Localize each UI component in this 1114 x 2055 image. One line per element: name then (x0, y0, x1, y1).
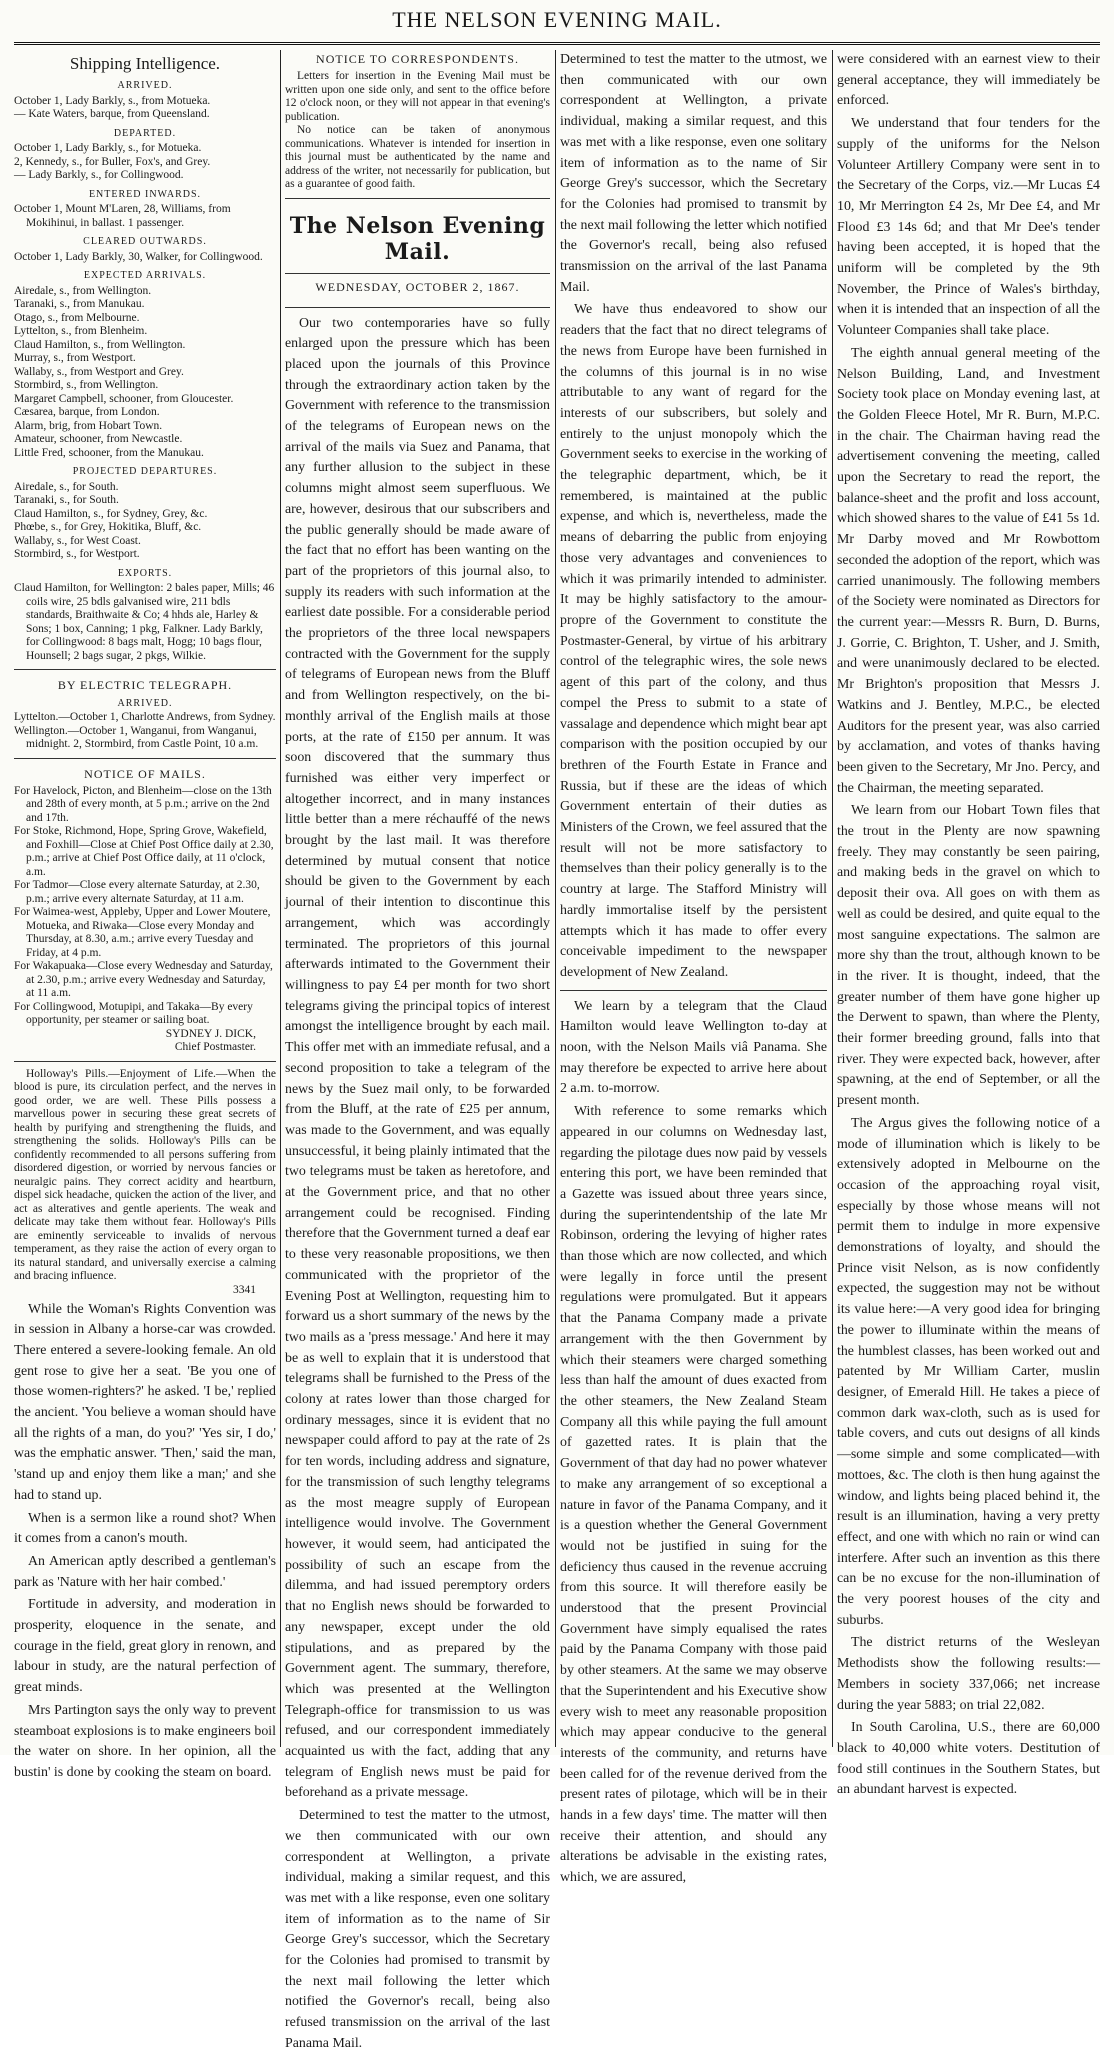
divider (285, 198, 550, 199)
column-4-body (837, 50, 1100, 1801)
paper-name: The Nelson Evening Mail. (289, 212, 546, 265)
mail-line: For Stoke, Richmond, Hope, Spring Grove, Wakefield, and Foxhill—Close at Chief Post Office daily at 2.30, p.m.; arrive at Chief Post Office daily, at 11 o'clock, a.m. (14, 825, 274, 878)
paragraph: With reference to some remarks which appeared in our columns on Wednesday last, regarding the pilotage dues now paid by vessels entering this port, we have been reminded that a Gazette was issued about three years since, during the superintendentship of the late Mr Robinson, ordering the levying of higher rates than those which are now collected, and which were legally in force until the present regulations were promulgated. But it appears that the Panama Company made a private arrangement with the then Government by which their steamers were charged something less than half the amount of dues exacted from the other steamers, the New Zealand Steam Company all this while paying the full amount of gazetted rates. It is plain that the Government of that day had no power whatever to make any arrangement of so exceptional a nature in favor of the Panama Company, and it is a question whether the General Government would not be justified in suing for the deficiency thus caused in the revenue accruing from this source. It will therefore easily be understood that the present Provincial Government have simply equalised the rates paid by the Panama Company with those paid by other steamers. At the same we may observe that the Superintendent and his Executive show every wish to meet any reasonable proposition which may appear conducive to the general interests of the community, and returns have been called for of the revenue derived from the present rates of pilotage, which will be in their hands in a few days' time. The matter will then receive their attention, and should any alterations be advisable in the existing rates, which, we are assured, (560, 1104, 827, 1886)
shipping-section-head: DEPARTED. (113, 127, 177, 139)
paragraph: We understand that four tenders for the supply of the uniforms for the Nelson Volunteer Artillery Company were sent in to the Secretary of the Corps, viz.—Mr Lucas £4 10, Mr Merrington £4 2s, Mr Dee £4, and Mr Flood £3 14s 6d; and that Mr Dee's tender having been accepted, it is hoped that the uniform will be completed by the 9th November, the Prince of Wales's birthday, when it is intended that an inspection of all the Volunteer Companies shall take place. (837, 116, 1100, 339)
paragraph: The Argus gives the following notice of a mode of illumination which is likely to be extensively adopted in Melbourne on the occasion of the approaching royal visit, especially by those whose means will not permit them to indulge in more expensive demonstrations of loyalty, and should the Prince visit Nelson, as is now confidently expected, the suggestion may not be without its value here:—A very good idea for bringing the power to illuminate within the means of the humblest classes, has been worked out and patented by Mr William Carter, muslin designer, of Emerald Hill. He takes a piece of common dark wax-cloth, such as is used for table covers, and cuts out designs of all kinds—some simple and some complicated—with mottoes, &c. The cloth is then hung against the window, and lights being placed behind it, the result is an illumination, having a very pretty effect, and one with which no rain or wind can interfere. After such an invention as this there can be no excuse for the non-illumination of the very poorest houses of the city and suburbs. (837, 1115, 1100, 1628)
divider (14, 1061, 276, 1062)
shipping-line: Phœbe, s., for Grey, Hokitika, Bluff, &c. (14, 521, 202, 533)
paragraph: We learn from our Hobart Town files that the trout in the Plenty are now spawning freely. They may constantly be seen pairing, and making beds in the gravel on which to deposit their ova. All goes on with them as well as could be desired, and quite equal to the most sanguine expectations. The salmon are more shy than the trout, although known to be in the river. It is thought, indeed, that the greater number of them have gone higher up the Derwent to spawn, than where the Plenty, their former breeding ground, falls into that river. They were expected back, however, after spawning, at the end of September, or all the present month. (837, 803, 1100, 1109)
paragraph: Fortitude in adversity, and moderation in prosperity, eloquence in the senate, and courage in the field, great glory in renown, and labour in study, are the natural perfection of great minds. (14, 1597, 276, 1696)
shipping-line: 2, Kennedy, s., for Buller, Fox's, and Grey. (14, 155, 211, 168)
shipping-list (14, 79, 276, 663)
mail-line: For Waimea-west, Appleby, Upper and Lower Moutere, Motueka, and Riwaka—Close every Monday and Thursday, at 8.30, a.m.; arrive every Tuesday and Friday, at 4 p.m. (14, 906, 271, 959)
notice-title: NOTICE TO CORRESPONDENTS. (316, 52, 519, 66)
paragraph: While the Woman's Rights Convention was in session in Albany a horse-car was crowded. There entered a severe-looking female. An old gent rose to give her a seat. 'Be you one of those women-righters?' he asked. 'I be,' replied the ancient. 'You believe a woman should have all the rights of a man, do you?' 'Yes sir, I do,' was the emphatic answer. 'Then,' said the man, 'stand up and enjoy them like a man;' and she had to stand up. (14, 1301, 276, 1503)
masthead (0, 0, 1114, 40)
column-divider (832, 50, 833, 1747)
mail-line: For Wakapuaka—Close every Wednesday and Saturday, at 2.30, p.m.; arrive every Wednesday and Saturday, at 11 a.m. (14, 960, 273, 999)
notice-text (285, 70, 550, 192)
mails-title: NOTICE OF MAILS. (84, 766, 206, 781)
editorial-continued (560, 50, 827, 984)
masthead-rule (14, 42, 1100, 45)
postmaster-name: SYDNEY J. DICK, (165, 1027, 256, 1040)
holloway-text: Holloway's Pills.—Enjoyment of Life.—When the blood is pure, its circulation perfect, and the nerves in good order, we are well. These Pills possess a marvellous power in securing these great secrets of health by purifying and strengthening the fluids, and strengthening the solids. Holloway's Pills can be confidently recommended to all persons suffering from disordered digestion, or worried by nervous fancies or neuralgic pains. They correct acidity and heartburn, dispel sick headache, quicken the action of the liver, and act as alteratives and gentle aperients. The weak and delicate may take them without fear. Holloway's Pills are eminently serviceable to invalids of nervous temperament, as they raise the action of every organ to its natural standard, and universally exercise a calming and bracing influence. (14, 1067, 276, 1282)
shipping-line: Wallaby, s., for West Coast. (14, 534, 141, 547)
shipping-line: Claud Hamilton, for Wellington: 2 bales paper, Mills; 46 coils wire, 25 bdls galvanised wire, 211 bdls standards, Braithwaite & Co; 4 hhds ale, Harley & Sons; 1 box, Canning; 1 pkg, Falkner. Lady Barkly, for Collingwood: 8 bags malt, Hogg; 10 bags flour, Hounsell; 2 bags sugar, 2 pkgs, Wilkie. (14, 582, 275, 662)
mail-line: For Havelock, Picton, and Blenheim—close on the 13th and 28th of every month, at 5 p.m.; arrive on the 2nd and 17th. (14, 784, 272, 824)
advert-number: 3341 (233, 1283, 256, 1296)
paragraph: When is a sermon like a round shot? When it comes from a canon's mouth. (14, 1510, 276, 1547)
shipping-line: Cæsarea, barque, from London. (14, 406, 160, 418)
mails-list (14, 785, 276, 1028)
column-divider (555, 50, 556, 1747)
divider (14, 669, 276, 670)
masthead-title: THE NELSON EVENING MAIL. (392, 7, 722, 32)
paragraph: The eighth annual general meeting of the Nelson Building, Land, and Investment Society took place on Monday evening last, at the Golden Fleece Hotel, Mr R. Burn, M.P.C. in the chair. The Chairman having read the advertisement convening the meeting, called upon the Secretary to read the report, the balance-sheet and the profit and loss account, which showed shares to the value of £41 5s 1d. Mr Darby moved and Mr Rowbottom seconded the adoption of the report, which was carried unanimously. The following members of the Society were nominated as Directors for the current year:—Messrs R. Burn, D. Burns, J. Gorrie, C. Brighton, T. Usher, and J. Smith, and were unanimously declared to be elected. Mr Brighton's proposition that Messrs J. Watkins and J. Bentley, M.P.C., be elected Auditors for the present year, was also carried by acclamation, and votes of thanks having been given to the Secretary, Mr Jno. Percy, and the Chairman, the meeting separated. (837, 345, 1100, 796)
column-2 (285, 50, 550, 2051)
column-3 (560, 50, 827, 1886)
notice-para: Letters for insertion in the Evening Mail must be written upon one side only, and sent to the office before 12 o'clock noon, or they will not appear in that evening's publication. (285, 70, 550, 123)
divider (560, 990, 827, 991)
telegraph-title: BY ELECTRIC TELEGRAPH. (57, 678, 233, 692)
divider (14, 758, 276, 759)
paragraph: In South Carolina, U.S., there are 60,000 black to 40,000 white voters. Destitution of food still continues in the Southern States, but an abundant harvest is expected. (837, 1720, 1100, 1798)
shipping-line: Otago, s., from Melbourne. (14, 311, 140, 324)
shipping-section-head: ARRIVED. (117, 80, 173, 91)
column-3-body (560, 997, 827, 1889)
shipping-title: Shipping Intelligence. (69, 54, 221, 73)
column-1-body (14, 1300, 276, 1784)
shipping-line: Taranaki, s., for South. (14, 494, 119, 506)
column-divider (280, 50, 281, 1747)
shipping-line: Murray, s., from Westport. (14, 352, 136, 364)
shipping-section-head: CLEARED OUTWARDS. (83, 236, 207, 247)
paragraph: Determined to test the matter to the utmost, we then communicated with our own correspondent at Wellington, a private individual, making a similar request, and this was met with a like response, even one solitary item of information as to the name of Sir George Grey's successor, which the Secretary for the Colonies had promised to transmit by the next mail following the letter which notified the Governor's recall, being also refused transmission on the arrival of the last Panama Mail. (285, 1808, 550, 2051)
column-4 (837, 50, 1100, 1798)
paragraph: We have thus endeavored to show our readers that the fact that no direct telegrams of the news from Europe have been furnished in the columns of this journal is in no wise attributable to any want of regard for the interests of our subscribers, but solely and entirely to the unjust monopoly which the Government seeks to exercise in the working of the telegraphic department, which, be it remembered, is maintained at the public expense, and which is, nevertheless, made the means of debarring the public from enjoying those very advantages and conveniences to which it was primarily intended to administer. It may be highly satisfactory to the amour-propre of the Government to constitute the Postmaster-General, by virtue of his arbitrary control of the telegraphic wires, the sole news agent of this part of the colony, and thus compel the Press to submit to a state of vassalage and dependence which might bear apt comparison with the position occupied by our brethren of the Fourth Estate in France and Russia, but if these are the ideas of which Government entertain of their duties as Ministers of the Crown, we feel assured that the result will not be more satisfactory to themselves than their policy generally is to the country at large. The Stafford Ministry will hardly immortalise itself by the persistent attempts which it has made to offer every conceivable impediment to the newspaper development of New Zealand. (560, 302, 827, 980)
telegraph-list (14, 711, 276, 752)
shipping-line: — Lady Barkly, s., for Collingwood. (14, 169, 184, 181)
holloway-advert (14, 1068, 276, 1284)
paragraph: Mrs Partington says the only way to prevent steamboat explosions is to make engineers boil the water on shore. In her opinion, all the bustin' is done by cooking the steam on board. (14, 1702, 276, 1780)
paragraph: The district returns of the Wesleyan Methodists show the following results:—Members in society 337,066; net increase during the year 5883; on trial 22,082. (837, 1635, 1100, 1713)
shipping-line: Margaret Campbell, schooner, from Gloucester. (14, 392, 234, 405)
paragraph: An American aptly described a gentleman's park as 'Nature with her hair combed.' (14, 1553, 276, 1590)
shipping-line: Lyttelton, s., from Blenheim. (14, 325, 148, 337)
shipping-section-head: PROJECTED DEPARTURES. (72, 466, 218, 477)
editorial (285, 314, 550, 2055)
telegraph-arrived-head: ARRIVED. (117, 698, 173, 709)
shipping-line: Wallaby, s., from Westport and Grey. (14, 365, 184, 378)
mail-line: For Tadmor—Close every alternate Saturday, at 2.30, p.m.; arrive every alternate Saturday, at 11 a.m. (14, 879, 260, 905)
shipping-section-head: ENTERED INWARDS. (88, 188, 202, 200)
shipping-line: October 1, Lady Barkly, 30, Walker, for Collingwood. (14, 250, 263, 263)
shipping-line: October 1, Lady Barkly, s., for Motueka. (14, 142, 202, 154)
shipping-line: Amateur, schooner, from Newcastle. (14, 433, 183, 445)
column-1 (14, 50, 276, 1780)
paragraph: We learn by a telegram that the Claud Hamilton would leave Wellington to-day at noon, with the Nelson Mails viâ Panama. She may therefore be expected to arrive here about 2 a.m. to-morrow. (560, 998, 827, 1097)
shipping-line: Taranaki, s., from Manukau. (14, 298, 145, 310)
shipping-line: October 1, Lady Barkly, s., from Motueka. (14, 94, 211, 107)
shipping-line: Claud Hamilton, s., for Sydney, Grey, &c. (14, 507, 208, 520)
paragraph: were considered with an earnest view to their general acceptance, they will immediately be enforced. (837, 52, 1100, 109)
shipping-line: Stormbird, s., for Westport. (14, 548, 140, 560)
telegraph-line: Wellington.—October 1, Wanganui, from Wanganui, midnight. 2, Stormbird, from Castle Point, 10 a.m. (14, 724, 259, 750)
shipping-line: Little Fred, schooner, from the Manukau. (14, 446, 204, 459)
divider (285, 273, 550, 274)
paragraph: Our two contemporaries have so fully enlarged upon the pressure which has been placed upon the journals of this Province through the extraordinary action taken by the Government with reference to the transmission of the telegrams of European news on the arrival of the mails via Suez and Panama, that any further allusion to the subject in these columns might almost seem superfluous. We are, however, desirous that our subscribers and the public generally should be made aware of the fact that no effort has been wanting on the part of the proprietors of this journal also, to supply its readers with such information at the earliest date possible. For a considerable period the proprietors of the three local newspapers contracted with the Government for the supply of telegrams of European news from the Bluff and from Wellington respectively, on the bi-monthly arrival of the English mails at those ports, at the rate of £150 per annum. It was soon discovered that the summary thus furnished was either very imperfect or altogether incorrect, and in many instances little better than a mere réchauffé of the news brought by the last mail. It was therefore determined by mutual consent that notice should be given to the Government by each journal of their intention to discontinue this arrangement, which was accordingly terminated. The proprietors of this journal afterwards intimated to the Government their willingness to pay £4 per month for two short telegrams giving the principal topics of interest amongst the intelligence brought by each mail. This offer met with an immediate refusal, and a second proposition to take a telegram of the news by the Suez mail only, to be forwarded from the Bluff, at the rate of £25 per annum, was made to the Government, and was equally unsuccessful, it being plainly intimated that the two telegrams must be taken as heretofore, and at the Government price, and that no other arrangement could be recognised. Finding therefore that the Government turned a deaf ear to these very reasonable propositions, we then communicated with the proprietor of the Evening Post at Wellington, requesting him to forward us a short summary of the news by the two mails as a 'press message.' And here it may be as well to explain that it is understood that telegrams shall be furnished to the Press of the colony at rates lower than those charged for ordinary messages, since it is evident that no newspaper could afford to pay at the rate of 2s for ten words, including address and signature, for the transmission of such lengthy telegrams as the most meagre supply of European intelligence would involve. The Government however, it would seem, had anticipated the possibility of such an escape from the dilemma, and had issued peremptory orders that no English news should be forwarded to any newspaper, except under the old stipulations, and as prepared by the Government agent. The summary, therefore, which was presented at the Wellington Telegraph-office for transmission to us was refused, and our correspondent immediately acquainted us with the fact, adding that any telegram of English news must be paid for beforehand as a private message. (285, 315, 550, 1801)
notice-para: No notice can be taken of anonymous communications. Whatever is intended for insertion in this journal must be authenticated by the name and address of the writer, not necessarily for publication, but as a guarantee of good faith. (285, 124, 550, 190)
shipping-line: Airedale, s., for South. (14, 480, 119, 493)
divider (285, 307, 550, 308)
shipping-line: — Kate Waters, barque, from Queensland. (14, 108, 210, 120)
shipping-line: Claud Hamilton, s., from Wellington. (14, 338, 186, 351)
postmaster-title: Chief Postmaster. (174, 1041, 256, 1053)
telegraph-line: Lyttelton.—October 1, Charlotte Andrews, from Sydney. (14, 711, 276, 723)
shipping-line: Alarm, brig, from Hobart Town. (14, 419, 163, 432)
issue-date: WEDNESDAY, OCTOBER 2, 1867. (315, 279, 520, 294)
paragraph: Determined to test the matter to the utmost, we then communicated with our own correspondent at Wellington, a private individual, making a similar request, and this was met with a like response, even one solitary item of information as to the name of Sir George Grey's successor, which the Secretary for the Colonies had promised to transmit by the next mail following the letter which notified the Governor's recall, being also refused transmission on the arrival of the last Panama Mail. (560, 52, 827, 295)
shipping-section-head: EXPORTS. (117, 567, 173, 579)
shipping-section-head: EXPECTED ARRIVALS. (83, 270, 207, 281)
mail-line: For Collingwood, Motupipi, and Takaka—By every opportunity, per steamer or sailing boat. (14, 1000, 253, 1026)
shipping-line: Airedale, s., from Wellington. (14, 284, 152, 297)
shipping-line: Stormbird, s., from Wellington. (14, 379, 159, 391)
shipping-line: October 1, Mount M'Laren, 28, Williams, from Mokihinui, in ballast. 1 passenger. (14, 203, 231, 229)
